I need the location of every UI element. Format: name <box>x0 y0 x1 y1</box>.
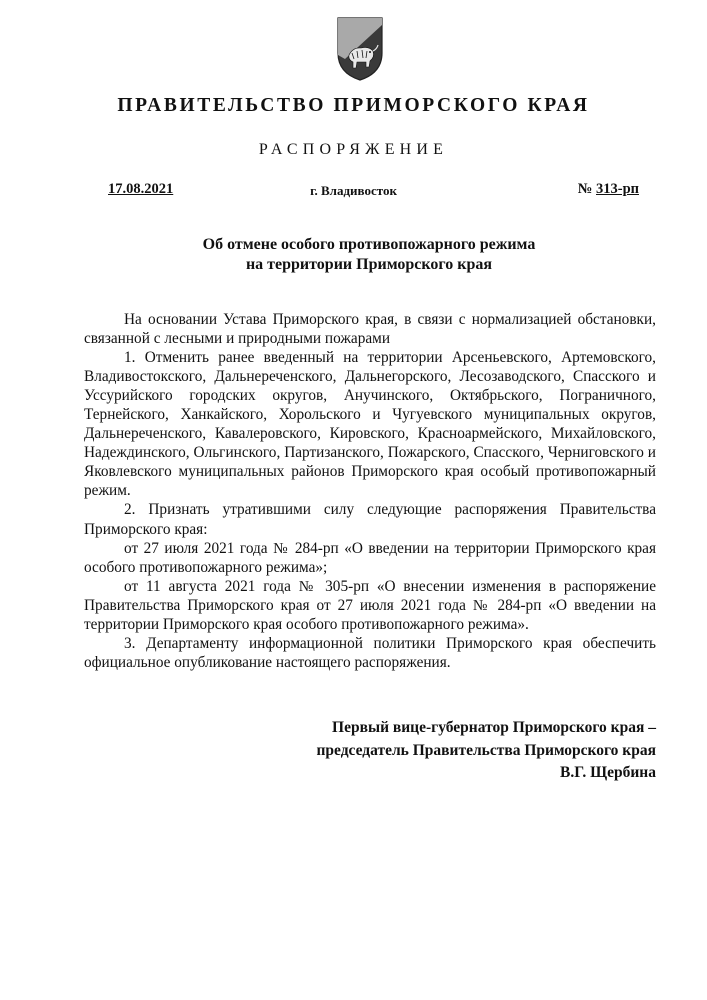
item-2a-paragraph: от 27 июля 2021 года № 284-рп «О введении на территории Приморского края особого противопожарного режима»; <box>84 539 656 576</box>
item-3-paragraph: 3. Департаменту информационной политики Приморского края обеспечить официальное опубликование настоящего распоряжения. <box>84 634 656 671</box>
document-number <box>578 181 639 198</box>
document-city: г. Владивосток <box>310 183 397 198</box>
signature-name: В.Г. Щербина <box>560 764 656 781</box>
item-2-paragraph: 2. Признать утратившими силу следующие распоряжения Правительства Приморского края: <box>84 501 656 538</box>
organization-heading: ПРАВИТЕЛЬСТВО ПРИМОРСКОГО КРАЯ <box>117 95 590 116</box>
signature-position-line-1: Первый вице-губернатор Приморского края – <box>332 719 656 736</box>
title-line-1: Об отмене особого противопожарного режима <box>202 236 536 253</box>
document-date: 17.08.2021 <box>108 181 174 197</box>
signature-block <box>316 717 656 785</box>
document-title <box>0 235 707 275</box>
document-body <box>84 310 656 672</box>
signature-position-line-2: председатель Правительства Приморского края <box>316 741 656 759</box>
item-1-paragraph: 1. Отменить ранее введенный на территории Арсеньевского, Артемовского, Владивостокского, Дальнереченского, Дальнегорского, Лесозаводского, Спасского и Уссурийского городских округов, Анучинского, Октябрьского, Пограничного, Тернейского, Ханкайского, Хорольского и Чугуевского муниципальных округов, Дальнереченского, Кавалеровского, Кировского, Красноармейского, Михайловского, Надеждинского, Ольгинского, Партизанского, Пожарского, Спасского, Черниговского и Яковлевского муниципальных районов Приморского края особый противопожарный режим. <box>84 349 656 500</box>
document-type: РАСПОРЯЖЕНИЕ <box>258 141 449 158</box>
item-2b-paragraph: от 11 августа 2021 года № 305-рп «О внесении изменения в распоряжение Правительства Приморского края от 27 июля 2021 года № 284-рп «О введении на территории Приморского края особого противопожарного режима». <box>84 577 656 633</box>
number-prefix: № <box>577 181 593 197</box>
preamble-paragraph: На основании Устава Приморского края, в связи с нормализацией обстановки, связанной с лесными и природными пожарами <box>84 311 656 348</box>
coat-of-arms-emblem <box>335 15 385 82</box>
number-value: 313-рп <box>596 181 639 197</box>
title-line-2: на территории Приморского края <box>245 256 493 273</box>
